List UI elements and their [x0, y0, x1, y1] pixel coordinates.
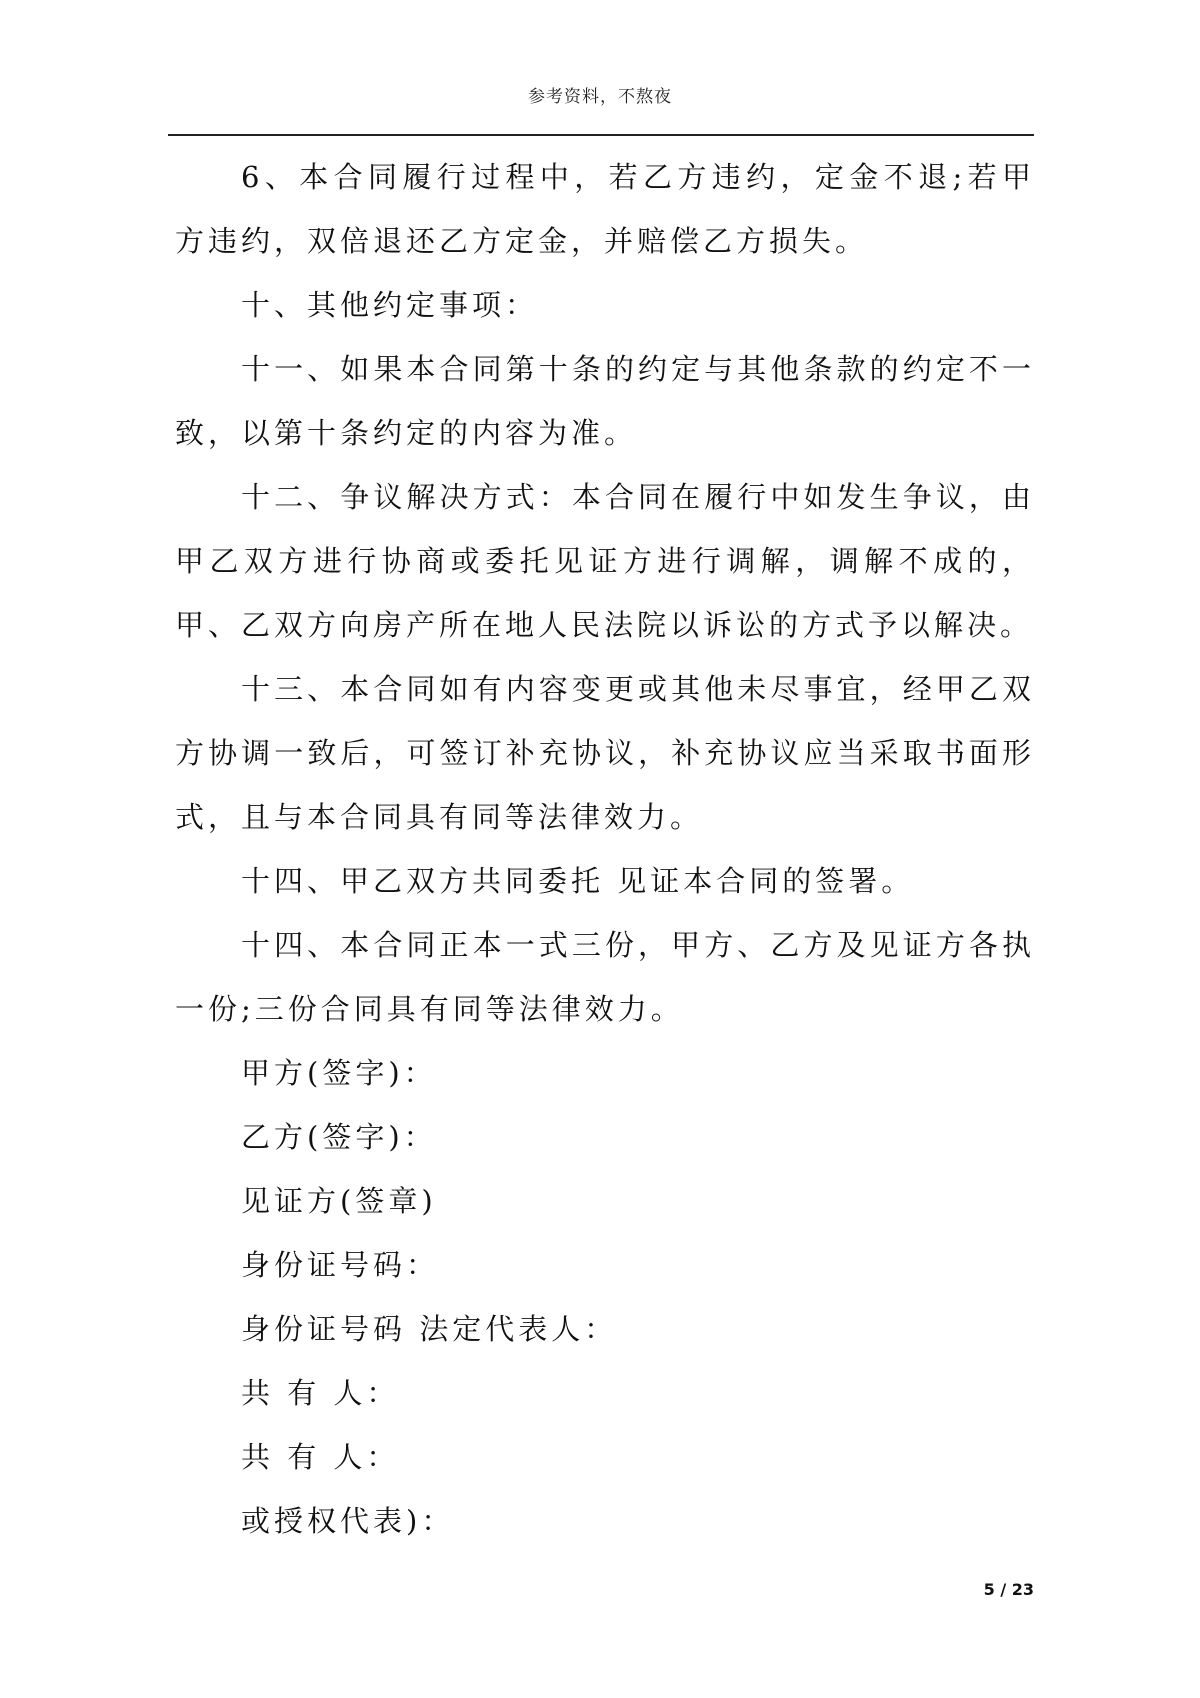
- co-owner-field-1: 共 有 人：: [241, 1376, 400, 1410]
- co-owner-field-2: 共 有 人：: [241, 1440, 400, 1474]
- clause-6-deposit: 6、本合同履行过程中，若乙方违约，定金不退;若甲方违约，双倍退还乙方定金，并赔偿乙方损失。: [175, 160, 1035, 258]
- clause-11-precedence: 十一、如果本合同第十条的约定与其他条款的约定不一致，以第十条约定的内容为准。: [175, 352, 1035, 450]
- authorized-rep-field: 或授权代表)：: [241, 1504, 455, 1538]
- clause-14-copies: 十四、本合同正本一式三份，甲方、乙方及见证方各执一份;三份合同具有同等法律效力。: [175, 928, 1035, 1026]
- document-body: [175, 145, 1035, 1553]
- clause-14-witness: 十四、甲乙双方共同委托 见证本合同的签署。: [241, 864, 915, 898]
- id-number-legal-rep-field: 身份证号码 法定代表人：: [241, 1312, 618, 1346]
- party-b-signature-field: 乙方(签字)：: [241, 1120, 437, 1154]
- page-number: 5 / 23: [983, 1580, 1034, 1599]
- id-number-field: 身份证号码：: [241, 1248, 440, 1282]
- clause-12-dispute-resolution: 十二、争议解决方式：本合同在履行中如发生争议，由甲乙双方进行协商或委托见证方进行调解，调解不成的，甲、乙双方向房产所在地人民法院以诉讼的方式予以解决。: [175, 480, 1035, 642]
- page-header: 参考资料，不熬夜: [528, 87, 672, 107]
- party-a-signature-field: 甲方(签字)：: [241, 1056, 437, 1090]
- clause-13-amendments: 十三、本合同如有内容变更或其他未尽事宜，经甲乙双方协调一致后，可签订补充协议，补充协议应当采取书面形式，且与本合同具有同等法律效力。: [175, 672, 1035, 834]
- header-divider: [168, 134, 1034, 136]
- witness-seal-field: 见证方(签章): [241, 1184, 437, 1218]
- clause-10-other-terms: 十、其他约定事项：: [241, 288, 539, 322]
